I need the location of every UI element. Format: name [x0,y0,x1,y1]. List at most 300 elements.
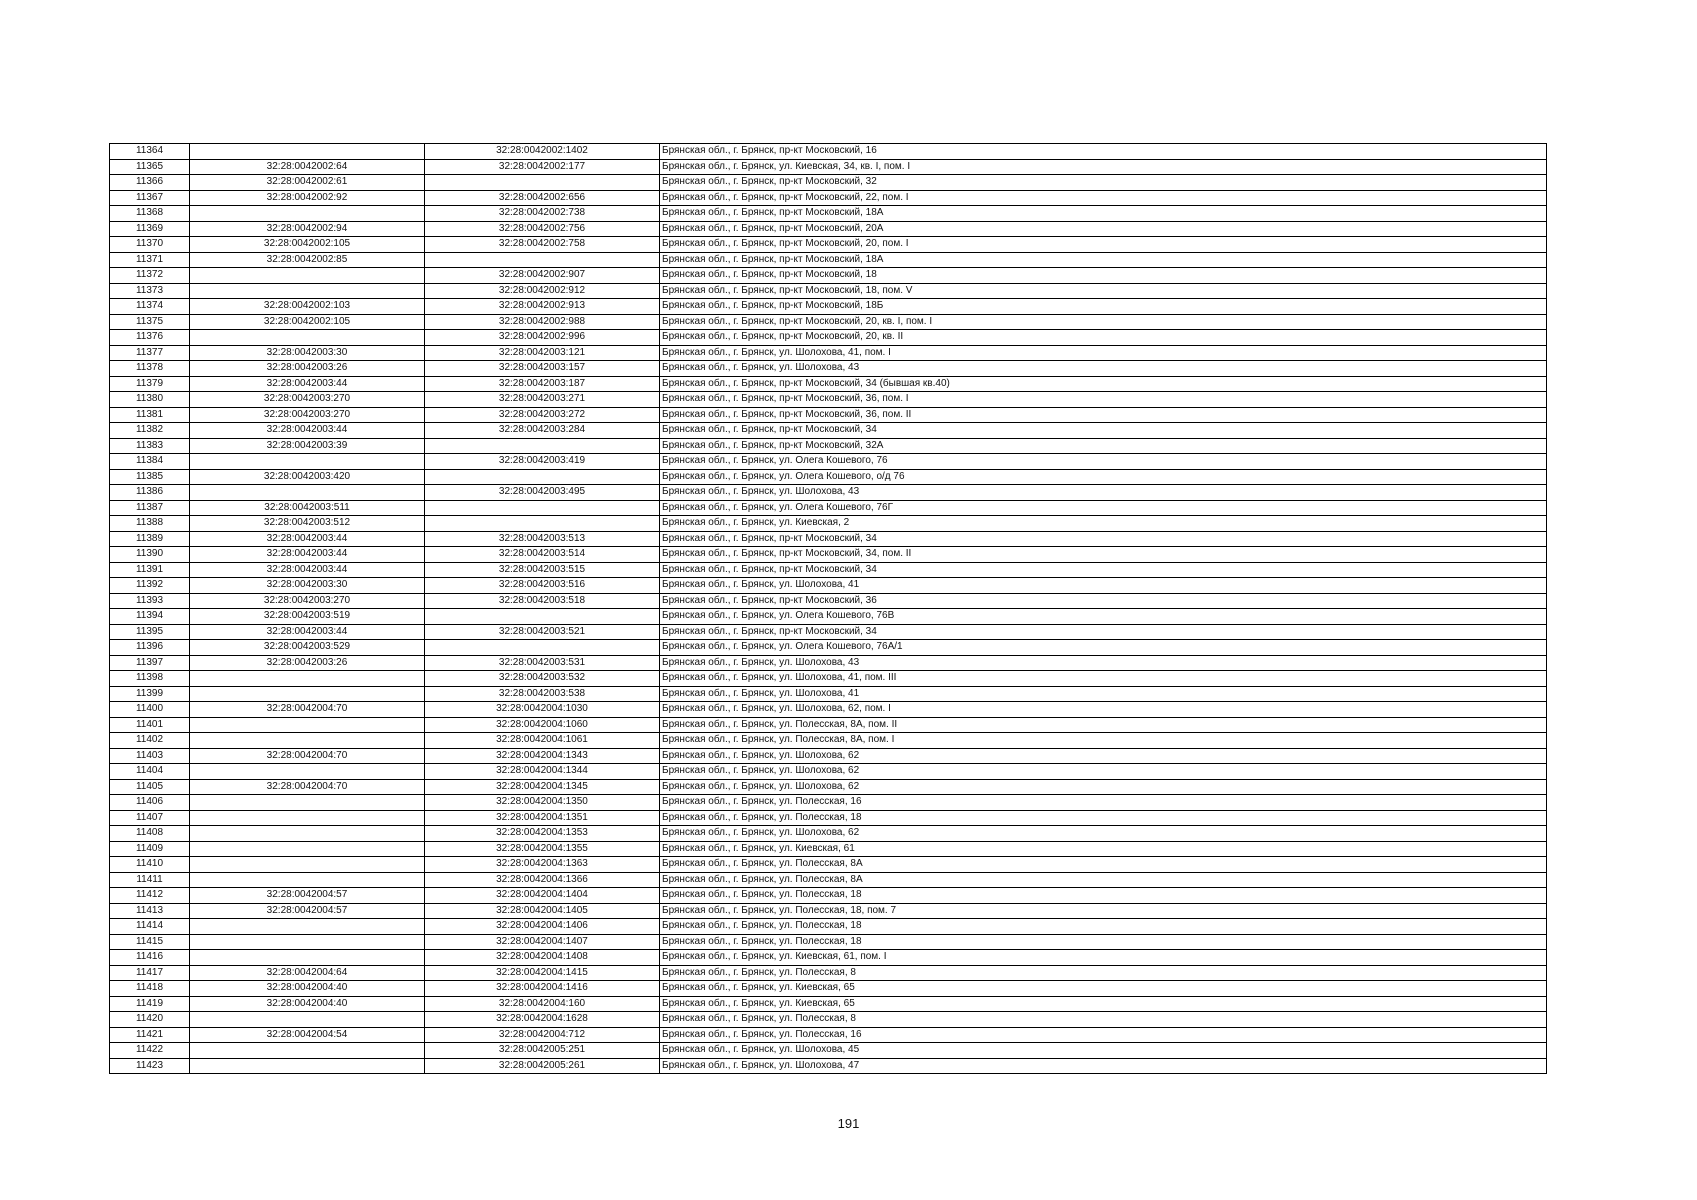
row-number-cell: 11400 [110,702,190,718]
object-number-cell: 32:28:0042003:532 [425,671,660,687]
row-number-cell: 11417 [110,965,190,981]
land-plot-number-cell [190,686,425,702]
land-plot-number-cell: 32:28:0042003:529 [190,640,425,656]
table-row [110,376,1547,392]
address-cell: Брянская обл., г. Брянск, ул. Киевская, 2 [660,516,1547,532]
land-plot-number-cell: 32:28:0042003:44 [190,547,425,563]
land-plot-number-cell: 32:28:0042004:40 [190,981,425,997]
table-row [110,888,1547,904]
object-number-cell: 32:28:0042003:495 [425,485,660,501]
object-number-cell: 32:28:0042004:1344 [425,764,660,780]
table-row [110,919,1547,935]
object-number-cell: 32:28:0042003:187 [425,376,660,392]
address-cell: Брянская обл., г. Брянск, ул. Шолохова, 41 [660,686,1547,702]
table-row [110,531,1547,547]
row-number-cell: 11372 [110,268,190,284]
object-number-cell: 32:28:0042004:1061 [425,733,660,749]
object-number-cell: 32:28:0042002:1402 [425,144,660,160]
row-number-cell: 11371 [110,252,190,268]
land-plot-number-cell: 32:28:0042004:57 [190,903,425,919]
table-row [110,717,1547,733]
object-number-cell: 32:28:0042004:1407 [425,934,660,950]
address-cell: Брянская обл., г. Брянск, пр-кт Московский, 36, пом. II [660,407,1547,423]
table-row [110,407,1547,423]
row-number-cell: 11416 [110,950,190,966]
address-cell: Брянская обл., г. Брянск, ул. Шолохова, 43 [660,485,1547,501]
land-plot-number-cell [190,841,425,857]
object-number-cell: 32:28:0042004:1353 [425,826,660,842]
address-cell: Брянская обл., г. Брянск, пр-кт Московский, 34 [660,531,1547,547]
object-number-cell: 32:28:0042005:261 [425,1058,660,1074]
address-cell: Брянская обл., г. Брянск, ул. Олега Кошевого, 76В [660,609,1547,625]
row-number-cell: 11413 [110,903,190,919]
row-number-cell: 11408 [110,826,190,842]
object-number-cell: 32:28:0042004:1345 [425,779,660,795]
land-plot-number-cell: 32:28:0042004:64 [190,965,425,981]
table-row [110,996,1547,1012]
object-number-cell: 32:28:0042004:1351 [425,810,660,826]
land-plot-number-cell: 32:28:0042004:70 [190,779,425,795]
address-cell: Брянская обл., г. Брянск, ул. Шолохова, 62 [660,826,1547,842]
address-cell: Брянская обл., г. Брянск, ул. Олега Кошевого, 76А/1 [660,640,1547,656]
table-row [110,810,1547,826]
object-number-cell: 32:28:0042003:521 [425,624,660,640]
land-plot-number-cell [190,919,425,935]
land-plot-number-cell [190,454,425,470]
table-row [110,144,1547,160]
address-cell: Брянская обл., г. Брянск, пр-кт Московский, 18А [660,252,1547,268]
row-number-cell: 11369 [110,221,190,237]
table-row [110,950,1547,966]
table-row [110,578,1547,594]
object-number-cell: 32:28:0042004:1030 [425,702,660,718]
land-plot-number-cell [190,872,425,888]
table-row [110,624,1547,640]
row-number-cell: 11423 [110,1058,190,1074]
row-number-cell: 11379 [110,376,190,392]
table-row [110,779,1547,795]
table-row [110,206,1547,222]
address-cell: Брянская обл., г. Брянск, пр-кт Московский, 18Б [660,299,1547,315]
land-plot-number-cell: 32:28:0042004:40 [190,996,425,1012]
row-number-cell: 11390 [110,547,190,563]
table-row [110,934,1547,950]
address-cell: Брянская обл., г. Брянск, пр-кт Московский, 18, пом. V [660,283,1547,299]
land-plot-number-cell: 32:28:0042003:519 [190,609,425,625]
row-number-cell: 11378 [110,361,190,377]
row-number-cell: 11375 [110,314,190,330]
land-plot-number-cell [190,826,425,842]
address-cell: Брянская обл., г. Брянск, ул. Шолохова, 45 [660,1043,1547,1059]
table-body [110,144,1547,1074]
table-row [110,903,1547,919]
object-number-cell: 32:28:0042002:912 [425,283,660,299]
table-row [110,1058,1547,1074]
address-cell: Брянская обл., г. Брянск, пр-кт Московский, 18 [660,268,1547,284]
object-number-cell: 32:28:0042004:1408 [425,950,660,966]
object-number-cell [425,252,660,268]
row-number-cell: 11374 [110,299,190,315]
object-number-cell: 32:28:0042004:1366 [425,872,660,888]
row-number-cell: 11377 [110,345,190,361]
table-row [110,361,1547,377]
address-cell: Брянская обл., г. Брянск, ул. Шолохова, 43 [660,655,1547,671]
row-number-cell: 11364 [110,144,190,160]
row-number-cell: 11388 [110,516,190,532]
land-plot-number-cell [190,857,425,873]
row-number-cell: 11394 [110,609,190,625]
table-row [110,454,1547,470]
address-cell: Брянская обл., г. Брянск, пр-кт Московский, 32А [660,438,1547,454]
address-cell: Брянская обл., г. Брянск, ул. Полесская, 16 [660,795,1547,811]
address-cell: Брянская обл., г. Брянск, ул. Полесская, 16 [660,1027,1547,1043]
row-number-cell: 11398 [110,671,190,687]
object-number-cell: 32:28:0042003:515 [425,562,660,578]
land-plot-number-cell [190,795,425,811]
object-number-cell: 32:28:0042003:121 [425,345,660,361]
cadastral-table [109,143,1547,1074]
object-number-cell: 32:28:0042002:177 [425,159,660,175]
address-cell: Брянская обл., г. Брянск, ул. Шолохова, 41, пом. I [660,345,1547,361]
row-number-cell: 11386 [110,485,190,501]
table-row [110,314,1547,330]
table-row [110,981,1547,997]
object-number-cell: 32:28:0042004:1355 [425,841,660,857]
address-cell: Брянская обл., г. Брянск, ул. Киевская, 65 [660,996,1547,1012]
land-plot-number-cell [190,717,425,733]
table-row [110,841,1547,857]
land-plot-number-cell [190,810,425,826]
land-plot-number-cell: 32:28:0042003:44 [190,423,425,439]
object-number-cell: 32:28:0042004:1343 [425,748,660,764]
address-cell: Брянская обл., г. Брянск, пр-кт Московский, 34 [660,423,1547,439]
object-number-cell: 32:28:0042004:1405 [425,903,660,919]
table-row [110,268,1547,284]
land-plot-number-cell: 32:28:0042002:105 [190,314,425,330]
row-number-cell: 11399 [110,686,190,702]
object-number-cell: 32:28:0042005:251 [425,1043,660,1059]
object-number-cell: 32:28:0042003:538 [425,686,660,702]
table-row [110,252,1547,268]
table-row [110,330,1547,346]
address-cell: Брянская обл., г. Брянск, ул. Полесская, 18 [660,888,1547,904]
row-number-cell: 11382 [110,423,190,439]
address-cell: Брянская обл., г. Брянск, ул. Олега Кошевого, 76 [660,454,1547,470]
land-plot-number-cell: 32:28:0042003:26 [190,655,425,671]
row-number-cell: 11419 [110,996,190,1012]
table-row [110,609,1547,625]
table-row [110,826,1547,842]
land-plot-number-cell: 32:28:0042002:61 [190,175,425,191]
land-plot-number-cell: 32:28:0042003:512 [190,516,425,532]
land-plot-number-cell: 32:28:0042004:57 [190,888,425,904]
land-plot-number-cell [190,950,425,966]
row-number-cell: 11393 [110,593,190,609]
table-row [110,438,1547,454]
row-number-cell: 11368 [110,206,190,222]
table-row [110,1027,1547,1043]
address-cell: Брянская обл., г. Брянск, ул. Олега Кошевого, о/д 76 [660,469,1547,485]
row-number-cell: 11392 [110,578,190,594]
address-cell: Брянская обл., г. Брянск, пр-кт Московский, 36, пом. I [660,392,1547,408]
address-cell: Брянская обл., г. Брянск, ул. Шолохова, 62 [660,748,1547,764]
land-plot-number-cell: 32:28:0042004:70 [190,748,425,764]
object-number-cell: 32:28:0042003:513 [425,531,660,547]
land-plot-number-cell: 32:28:0042003:39 [190,438,425,454]
address-cell: Брянская обл., г. Брянск, ул. Полесская, 8А [660,857,1547,873]
address-cell: Брянская обл., г. Брянск, ул. Киевская, 34, кв. I, пом. I [660,159,1547,175]
object-number-cell: 32:28:0042002:756 [425,221,660,237]
address-cell: Брянская обл., г. Брянск, ул. Шолохова, 41, пом. III [660,671,1547,687]
table-row [110,299,1547,315]
address-cell: Брянская обл., г. Брянск, ул. Полесская, 18 [660,810,1547,826]
land-plot-number-cell: 32:28:0042003:44 [190,624,425,640]
row-number-cell: 11389 [110,531,190,547]
address-cell: Брянская обл., г. Брянск, пр-кт Московский, 20, кв. I, пом. I [660,314,1547,330]
object-number-cell: 32:28:0042004:1060 [425,717,660,733]
row-number-cell: 11387 [110,500,190,516]
row-number-cell: 11414 [110,919,190,935]
object-number-cell [425,500,660,516]
table-row [110,671,1547,687]
object-number-cell: 32:28:0042002:988 [425,314,660,330]
object-number-cell: 32:28:0042004:1404 [425,888,660,904]
object-number-cell: 32:28:0042004:712 [425,1027,660,1043]
address-cell: Брянская обл., г. Брянск, ул. Киевская, 61, пом. I [660,950,1547,966]
row-number-cell: 11367 [110,190,190,206]
land-plot-number-cell [190,1012,425,1028]
row-number-cell: 11421 [110,1027,190,1043]
land-plot-number-cell: 32:28:0042002:85 [190,252,425,268]
table-row [110,795,1547,811]
table-row [110,423,1547,439]
row-number-cell: 11418 [110,981,190,997]
address-cell: Брянская обл., г. Брянск, пр-кт Московский, 16 [660,144,1547,160]
row-number-cell: 11396 [110,640,190,656]
table-row [110,764,1547,780]
address-cell: Брянская обл., г. Брянск, пр-кт Московский, 34, пом. II [660,547,1547,563]
table-row [110,748,1547,764]
land-plot-number-cell: 32:28:0042002:64 [190,159,425,175]
address-cell: Брянская обл., г. Брянск, ул. Полесская, 8А, пом. I [660,733,1547,749]
object-number-cell: 32:28:0042002:656 [425,190,660,206]
table-row [110,345,1547,361]
page-number: 191 [837,1116,860,1131]
object-number-cell: 32:28:0042003:157 [425,361,660,377]
land-plot-number-cell: 32:28:0042003:270 [190,593,425,609]
table-row [110,469,1547,485]
row-number-cell: 11409 [110,841,190,857]
object-number-cell [425,438,660,454]
land-plot-number-cell: 32:28:0042004:70 [190,702,425,718]
object-number-cell [425,516,660,532]
land-plot-number-cell: 32:28:0042002:105 [190,237,425,253]
row-number-cell: 11391 [110,562,190,578]
table-row [110,872,1547,888]
object-number-cell: 32:28:0042002:996 [425,330,660,346]
land-plot-number-cell: 32:28:0042002:94 [190,221,425,237]
object-number-cell: 32:28:0042002:758 [425,237,660,253]
object-number-cell: 32:28:0042002:738 [425,206,660,222]
row-number-cell: 11402 [110,733,190,749]
land-plot-number-cell: 32:28:0042003:44 [190,376,425,392]
table-row [110,190,1547,206]
address-cell: Брянская обл., г. Брянск, пр-кт Московский, 34 (бывшая кв.40) [660,376,1547,392]
land-plot-number-cell: 32:28:0042004:54 [190,1027,425,1043]
row-number-cell: 11385 [110,469,190,485]
land-plot-number-cell: 32:28:0042003:420 [190,469,425,485]
table-row [110,392,1547,408]
table-row [110,283,1547,299]
row-number-cell: 11412 [110,888,190,904]
address-cell: Брянская обл., г. Брянск, ул. Полесская, 8А [660,872,1547,888]
object-number-cell [425,640,660,656]
object-number-cell: 32:28:0042004:1363 [425,857,660,873]
object-number-cell: 32:28:0042003:516 [425,578,660,594]
row-number-cell: 11383 [110,438,190,454]
address-cell: Брянская обл., г. Брянск, ул. Шолохова, 41 [660,578,1547,594]
address-cell: Брянская обл., г. Брянск, ул. Полесская, 18 [660,919,1547,935]
table-row [110,516,1547,532]
table-row [110,702,1547,718]
object-number-cell: 32:28:0042004:1415 [425,965,660,981]
object-number-cell: 32:28:0042002:913 [425,299,660,315]
row-number-cell: 11366 [110,175,190,191]
land-plot-number-cell [190,671,425,687]
table-row [110,686,1547,702]
address-cell: Брянская обл., г. Брянск, ул. Полесская, 18 [660,934,1547,950]
row-number-cell: 11410 [110,857,190,873]
object-number-cell: 32:28:0042003:419 [425,454,660,470]
land-plot-number-cell: 32:28:0042003:270 [190,392,425,408]
row-number-cell: 11403 [110,748,190,764]
table-row [110,640,1547,656]
address-cell: Брянская обл., г. Брянск, ул. Киевская, 61 [660,841,1547,857]
row-number-cell: 11406 [110,795,190,811]
table-row [110,500,1547,516]
address-cell: Брянская обл., г. Брянск, пр-кт Московский, 36 [660,593,1547,609]
table-row [110,857,1547,873]
row-number-cell: 11370 [110,237,190,253]
land-plot-number-cell: 32:28:0042003:270 [190,407,425,423]
table-row [110,237,1547,253]
object-number-cell: 32:28:0042003:271 [425,392,660,408]
row-number-cell: 11401 [110,717,190,733]
row-number-cell: 11407 [110,810,190,826]
row-number-cell: 11381 [110,407,190,423]
table-row [110,221,1547,237]
address-cell: Брянская обл., г. Брянск, пр-кт Московский, 20, пом. I [660,237,1547,253]
table-row [110,593,1547,609]
address-cell: Брянская обл., г. Брянск, пр-кт Московский, 20, кв. II [660,330,1547,346]
land-plot-number-cell [190,733,425,749]
land-plot-number-cell [190,764,425,780]
address-cell: Брянская обл., г. Брянск, ул. Шолохова, 43 [660,361,1547,377]
land-plot-number-cell [190,144,425,160]
row-number-cell: 11376 [110,330,190,346]
land-plot-number-cell [190,934,425,950]
object-number-cell [425,609,660,625]
table-row [110,655,1547,671]
row-number-cell: 11405 [110,779,190,795]
object-number-cell [425,175,660,191]
object-number-cell: 32:28:0042004:160 [425,996,660,1012]
row-number-cell: 11384 [110,454,190,470]
land-plot-number-cell: 32:28:0042003:30 [190,345,425,361]
land-plot-number-cell: 32:28:0042003:44 [190,562,425,578]
address-cell: Брянская обл., г. Брянск, ул. Шолохова, 47 [660,1058,1547,1074]
land-plot-number-cell: 32:28:0042002:92 [190,190,425,206]
row-number-cell: 11404 [110,764,190,780]
table-row [110,1043,1547,1059]
address-cell: Брянская обл., г. Брянск, пр-кт Московский, 18А [660,206,1547,222]
table-row [110,485,1547,501]
row-number-cell: 11422 [110,1043,190,1059]
land-plot-number-cell: 32:28:0042002:103 [190,299,425,315]
object-number-cell: 32:28:0042003:284 [425,423,660,439]
land-plot-number-cell [190,1058,425,1074]
land-plot-number-cell [190,206,425,222]
object-number-cell: 32:28:0042003:272 [425,407,660,423]
table-row [110,547,1547,563]
address-cell: Брянская обл., г. Брянск, ул. Киевская, 65 [660,981,1547,997]
object-number-cell: 32:28:0042003:531 [425,655,660,671]
address-cell: Брянская обл., г. Брянск, ул. Полесская, 8 [660,965,1547,981]
row-number-cell: 11380 [110,392,190,408]
object-number-cell: 32:28:0042003:514 [425,547,660,563]
address-cell: Брянская обл., г. Брянск, пр-кт Московский, 22, пом. I [660,190,1547,206]
row-number-cell: 11373 [110,283,190,299]
table-row [110,562,1547,578]
land-plot-number-cell [190,485,425,501]
land-plot-number-cell [190,1043,425,1059]
address-cell: Брянская обл., г. Брянск, ул. Полесская, 8 [660,1012,1547,1028]
land-plot-number-cell [190,268,425,284]
address-cell: Брянская обл., г. Брянск, пр-кт Московский, 20А [660,221,1547,237]
object-number-cell: 32:28:0042004:1350 [425,795,660,811]
object-number-cell [425,469,660,485]
address-cell: Брянская обл., г. Брянск, ул. Шолохова, 62 [660,764,1547,780]
land-plot-number-cell: 32:28:0042003:511 [190,500,425,516]
object-number-cell: 32:28:0042002:907 [425,268,660,284]
address-cell: Брянская обл., г. Брянск, пр-кт Московский, 32 [660,175,1547,191]
address-cell: Брянская обл., г. Брянск, пр-кт Московский, 34 [660,624,1547,640]
land-plot-number-cell [190,283,425,299]
land-plot-number-cell: 32:28:0042003:30 [190,578,425,594]
row-number-cell: 11411 [110,872,190,888]
address-cell: Брянская обл., г. Брянск, ул. Олега Кошевого, 76Г [660,500,1547,516]
object-number-cell: 32:28:0042003:518 [425,593,660,609]
row-number-cell: 11365 [110,159,190,175]
object-number-cell: 32:28:0042004:1628 [425,1012,660,1028]
address-cell: Брянская обл., г. Брянск, ул. Полесская, 8А, пом. II [660,717,1547,733]
object-number-cell: 32:28:0042004:1406 [425,919,660,935]
row-number-cell: 11397 [110,655,190,671]
row-number-cell: 11395 [110,624,190,640]
address-cell: Брянская обл., г. Брянск, ул. Шолохова, 62 [660,779,1547,795]
land-plot-number-cell [190,330,425,346]
object-number-cell: 32:28:0042004:1416 [425,981,660,997]
address-cell: Брянская обл., г. Брянск, пр-кт Московский, 34 [660,562,1547,578]
row-number-cell: 11420 [110,1012,190,1028]
row-number-cell: 11415 [110,934,190,950]
table-row [110,965,1547,981]
table-row [110,1012,1547,1028]
land-plot-number-cell: 32:28:0042003:44 [190,531,425,547]
table-row [110,159,1547,175]
land-plot-number-cell: 32:28:0042003:26 [190,361,425,377]
address-cell: Брянская обл., г. Брянск, ул. Шолохова, 62, пом. I [660,702,1547,718]
